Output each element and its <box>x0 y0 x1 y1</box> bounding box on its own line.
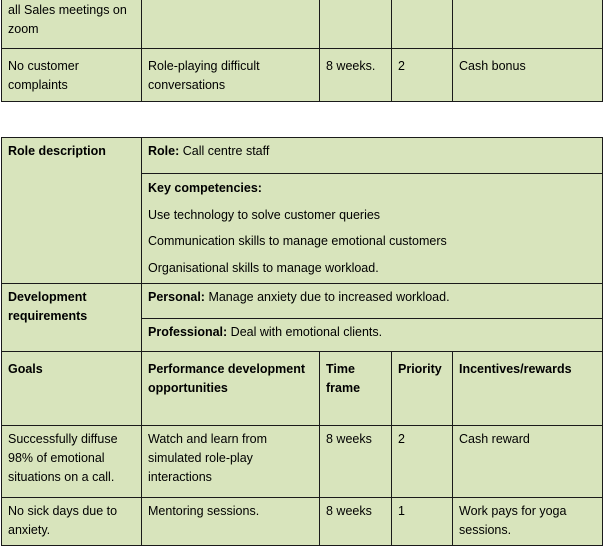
competency-item: Communication skills to manage emotional customers <box>148 234 447 248</box>
development-plan-table <box>1 137 603 546</box>
time-frame-header: Time frame <box>320 352 392 426</box>
opportunity-cell <box>142 0 320 49</box>
priority-cell: 1 <box>392 498 453 546</box>
goals-header: Goals <box>2 352 142 426</box>
time-frame-cell <box>320 0 392 49</box>
opportunities-header: Performance development opportunities <box>142 352 320 426</box>
development-requirements-label: Development requirements <box>2 284 142 352</box>
goal-cell: all Sales meetings on zoom <box>2 0 142 49</box>
table-row <box>2 426 603 498</box>
opportunity-cell: Role-playing difficult conversations <box>142 49 320 102</box>
key-competencies-label: Key competencies: <box>148 181 262 195</box>
priority-cell <box>392 0 453 49</box>
role-cell <box>142 138 603 174</box>
opportunity-cell: Watch and learn from simulated role-play interactions <box>142 426 320 498</box>
role-description-label: Role description <box>2 138 142 284</box>
incentive-cell: Cash bonus <box>453 49 603 102</box>
personal-cell <box>142 284 603 319</box>
incentive-cell <box>453 0 603 49</box>
goal-cell: No customer complaints <box>2 49 142 102</box>
table-row <box>2 0 603 49</box>
professional-cell <box>142 319 603 352</box>
header-row <box>2 352 603 426</box>
competency-item: Use technology to solve customer queries <box>148 207 381 222</box>
role-label: Role: <box>148 144 180 158</box>
table-row <box>2 49 603 102</box>
table-row <box>2 498 603 546</box>
personal-value: Manage anxiety due to increased workload. <box>204 290 450 304</box>
personal-label: Personal: <box>148 290 205 304</box>
opportunity-cell: Mentoring sessions. <box>142 498 320 546</box>
priority-cell: 2 <box>392 49 453 102</box>
incentives-header: Incentives/rewards <box>453 352 603 426</box>
professional-value: Deal with emotional clients. <box>227 325 383 339</box>
priority-cell: 2 <box>392 426 453 498</box>
incentive-cell: Cash reward <box>453 426 603 498</box>
time-frame-cell: 8 weeks <box>320 498 392 546</box>
incentive-cell: Work pays for yoga sessions. <box>453 498 603 546</box>
priority-header: Priority <box>392 352 453 426</box>
time-frame-cell: 8 weeks <box>320 426 392 498</box>
key-competencies-cell <box>142 174 603 284</box>
time-frame-cell: 8 weeks. <box>320 49 392 102</box>
goal-cell: Successfully diffuse 98% of emotional situations on a call. <box>2 426 142 498</box>
competency-item: Organisational skills to manage workload. <box>148 260 379 275</box>
professional-label: Professional: <box>148 325 228 339</box>
goal-cell: No sick days due to anxiety. <box>2 498 142 546</box>
role-value: Call centre staff <box>179 144 270 158</box>
goals-table-top <box>1 0 603 102</box>
